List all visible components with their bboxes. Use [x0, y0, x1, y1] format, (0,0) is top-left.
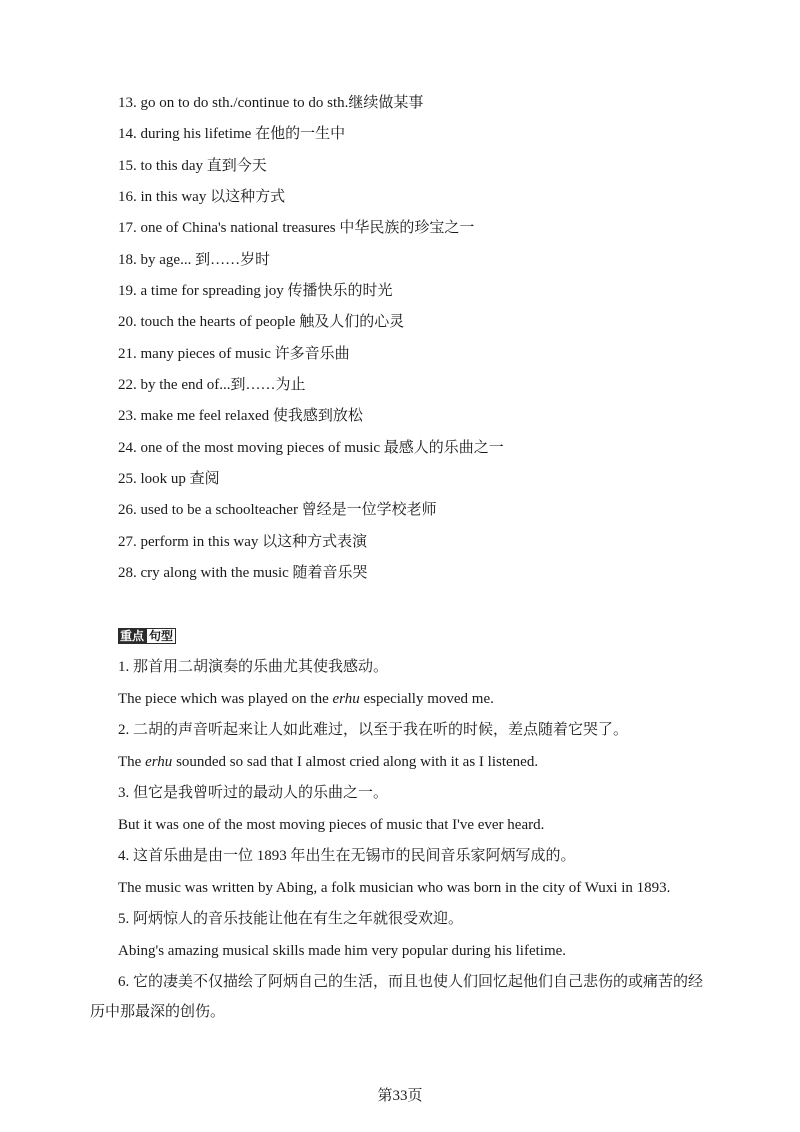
- phrase-item: 26. used to be a schoolteacher 曾经是一位学校老师: [118, 502, 437, 518]
- phrase-item: 21. many pieces of music 许多音乐曲: [118, 346, 350, 362]
- phrase-item: 18. by age... 到……岁时: [118, 252, 271, 268]
- sentence-en-text: Abing's amazing musical skills made him very popular during his lifetime.: [118, 943, 567, 959]
- sentence-zh-long: 6. 它的凄美不仅描绘了阿炳自己的生活，而且也使人们回忆起他们自己悲伤的或痛苦的经历中那最深的创伤。: [90, 974, 704, 1020]
- phrase-item: 15. to this day 直到今天: [118, 158, 267, 174]
- phrase-item: 28. cry along with the music 随着音乐哭: [118, 565, 368, 581]
- sentence-en-text: sounded so sad that I almost cried along with it as I listened.: [172, 754, 539, 770]
- sentence-en: [118, 689, 494, 709]
- phrase-item: 20. touch the hearts of people 触及人们的心灵: [118, 314, 405, 330]
- sentence-en-italic: erhu: [332, 691, 360, 707]
- sentence-zh: 2. 二胡的声音听起来让人如此难过，以至于我在听的时候，差点随着它哭了。: [118, 722, 629, 738]
- sentence-zh: 1. 那首用二胡演奏的乐曲尤其使我感动。: [118, 659, 389, 675]
- sentence-zh: 3. 但它是我曾听过的最动人的乐曲之一。: [118, 785, 389, 801]
- section-badge-key: 重点: [120, 629, 145, 643]
- phrase-item: 17. one of China's national treasures 中华民族的珍宝之一: [118, 220, 475, 236]
- sentence-en-text: The: [118, 754, 146, 770]
- phrase-item: 19. a time for spreading joy 传播快乐的时光: [118, 283, 393, 299]
- phrase-item: 14. during his lifetime 在他的一生中: [118, 126, 346, 142]
- section-badge-label: 句型: [146, 628, 176, 644]
- phrase-item: 22. by the end of...到……为止: [118, 377, 306, 393]
- sentence-en: [118, 941, 566, 961]
- section-badge: [118, 628, 176, 644]
- sentence-en-text: But it was one of the most moving pieces of music that I've ever heard.: [118, 817, 545, 833]
- sentence-en-text: especially moved me.: [359, 691, 494, 707]
- phrase-item: 27. perform in this way 以这种方式表演: [118, 534, 368, 550]
- sentence-en-text: The music was written by Abing, a folk musician who was born in the city of Wuxi in 1893.: [118, 880, 671, 896]
- phrase-item: 16. in this way 以这种方式: [118, 189, 286, 205]
- phrase-item: 13. go on to do sth./continue to do sth.继续做某事: [118, 95, 424, 111]
- phrase-item: 24. one of the most moving pieces of music 最感人的乐曲之一: [118, 440, 504, 456]
- sentence-zh: 5. 阿炳惊人的音乐技能让他在有生之年就很受欢迎。: [118, 911, 464, 927]
- sentence-zh: 4. 这首乐曲是由一位 1893 年出生在无锡市的民间音乐家阿炳写成的。: [118, 848, 576, 864]
- phrase-item: 25. look up 查阅: [118, 471, 220, 487]
- page-number: 第33页: [377, 1088, 423, 1104]
- sentence-en: [118, 752, 538, 772]
- sentence-en-text: The piece which was played on the: [118, 691, 333, 707]
- phrase-item: 23. make me feel relaxed 使我感到放松: [118, 408, 363, 424]
- sentence-en-italic: erhu: [145, 754, 173, 770]
- sentence-en: [118, 878, 670, 898]
- sentence-en: [118, 815, 544, 835]
